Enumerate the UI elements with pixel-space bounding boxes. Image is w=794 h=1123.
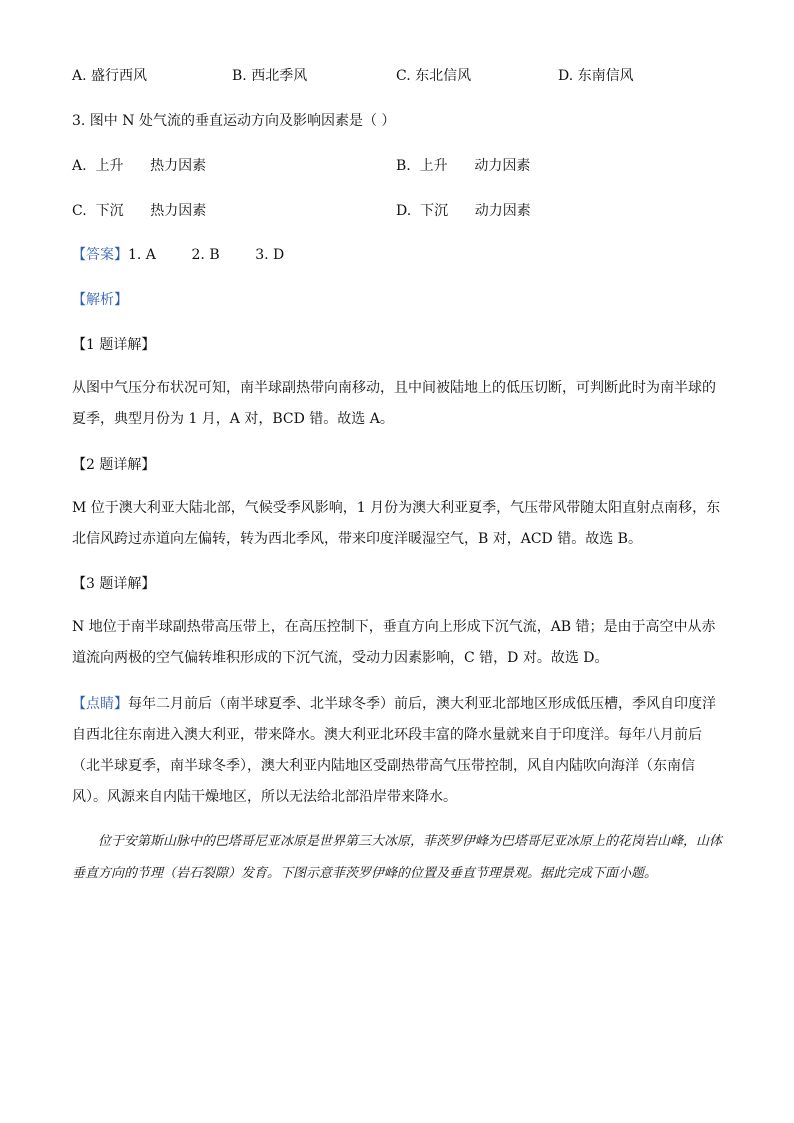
tip-text: 每年二月前后（南半球夏季、北半球冬季）前后，澳大利亚北部地区形成低压槽，季风自印度洋自西北往东南进入澳大利亚，带来降水。澳大利亚北环段丰富的降水量就来自于印度洋。每年八月前后（北半球夏季，南半球冬季），澳大利亚内陆地区受副热带高气压带控制，风自内陆吹向海洋（东南信风）。风源来自内陆干燥地区，所以无法给北部沿岸带来降水。 <box>72 696 716 805</box>
q3-option-c: C. 下沉 热力因素 <box>72 203 207 219</box>
option-b: B. 西北季风 <box>232 68 308 84</box>
detail-1-text: 从图中气压分布状况可知，南半球副热带向南移动，且中间被陆地上的低压切断，可判断此时为南半球的夏季，典型月份为 1 月，A 对，BCD 错。故选 A。 <box>72 380 716 427</box>
q3-option-a: A. 上升 热力因素 <box>72 158 207 174</box>
detail-3-text: N 地位于南半球副热带高压带上，在高压控制下，垂直方向上形成下沉气流，AB 错；是由于高空中从赤道流向两极的空气偏转堆积形成的下沉气流，受动力因素影响，C 错，D 对。故选 D。 <box>72 619 716 666</box>
detail-3-label: 【3 题详解】 <box>72 576 156 592</box>
answer-text: 1. A 2. B 3. D <box>128 247 285 263</box>
detail-2-label: 【2 题详解】 <box>72 457 156 473</box>
tip-label: 【点睛】 <box>72 696 128 712</box>
q3-option-b: B. 上升 动力因素 <box>396 158 531 174</box>
option-d: D. 东南信风 <box>558 68 634 84</box>
detail-1-label: 【1 题详解】 <box>72 337 156 353</box>
detail-2-text: M 位于澳大利亚大陆北部，气候受季风影响，1 月份为澳大利亚夏季，气压带风带随太阳直射点南移，东北信风跨过赤道向左偏转，转为西北季风，带来印度洋暖湿空气，B 对，ACD 错。故选 B。 <box>72 500 721 547</box>
question-3-stem: 3. 图中 N 处气流的垂直运动方向及影响因素是（ ） <box>72 113 396 129</box>
answer-line <box>72 245 284 265</box>
intro-paragraph: 位于安第斯山脉中的巴塔哥尼亚冰原是世界第三大冰原，菲茨罗伊峰为巴塔哥尼亚冰原上的花岗岩山峰，山体垂直方向的节理（岩石裂隙）发育。下图示意菲茨罗伊峰的位置及垂直节理景观。据此完成下面小题。 <box>72 834 723 881</box>
analysis-label: 【解析】 <box>72 292 128 308</box>
option-c: C. 东北信风 <box>396 68 472 84</box>
answer-label: 【答案】 <box>72 247 128 263</box>
option-a: A. 盛行西风 <box>72 68 148 84</box>
q3-option-d: D. 下沉 动力因素 <box>396 203 531 219</box>
tip-paragraph <box>72 689 722 813</box>
